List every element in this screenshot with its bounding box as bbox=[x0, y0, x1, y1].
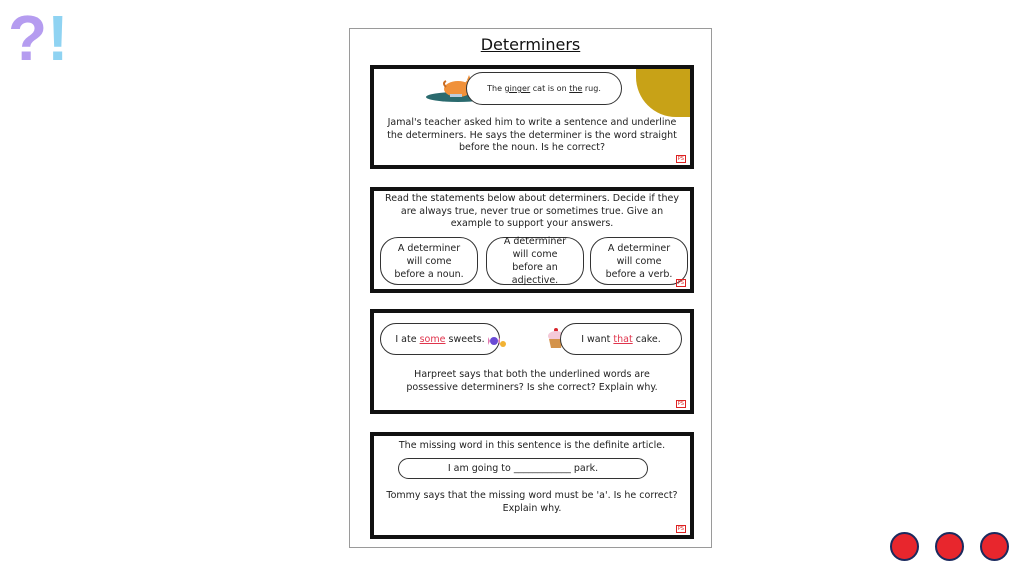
cake-part-1: I want bbox=[581, 333, 611, 345]
publisher-logo: PS bbox=[677, 401, 684, 407]
underlined-that: that bbox=[613, 333, 633, 345]
card3-question: Harpreet says that both the underlined words are possessive determiners? Is she correct? Explain why. bbox=[406, 369, 658, 393]
underlined-some: some bbox=[419, 333, 446, 345]
red-dot-icon bbox=[980, 532, 1009, 561]
underlined-ginger: ginger bbox=[504, 84, 531, 93]
cake-part-2: cake. bbox=[635, 333, 661, 345]
card1-question: Jamal's teacher asked him to write a sentence and underline the determiners. He says the determiner is the word straight before the noun. Is he correct? bbox=[387, 117, 677, 153]
sentence-cake bbox=[560, 323, 682, 355]
publisher-logo: PS bbox=[677, 156, 684, 162]
red-dot-icon bbox=[890, 532, 919, 561]
card-tommy bbox=[370, 432, 694, 539]
sentence-part-1: The bbox=[487, 84, 502, 93]
sweets-part-1: I ate bbox=[395, 333, 417, 345]
card4-question: Tommy says that the missing word must be 'a'. Is he correct? Explain why. bbox=[386, 490, 678, 514]
decorative-dots bbox=[890, 532, 1009, 561]
statement-verb: A determiner will come before a verb. bbox=[590, 237, 688, 285]
card-statements bbox=[370, 187, 694, 293]
worksheet bbox=[349, 28, 712, 548]
card-harpreet bbox=[370, 309, 694, 414]
red-dot-icon bbox=[935, 532, 964, 561]
underlined-the: the bbox=[569, 84, 583, 93]
card4-intro: The missing word in this sentence is the definite article. bbox=[398, 440, 666, 451]
question-mark: ? bbox=[8, 2, 48, 74]
sentence-part-3: rug. bbox=[584, 84, 601, 93]
statement-adjective: A determiner will come before an adjective. bbox=[486, 237, 584, 285]
statement-noun: A determiner will come before a noun. bbox=[380, 237, 478, 285]
question-exclaim-mark bbox=[8, 2, 69, 74]
exclamation-mark: ! bbox=[47, 2, 69, 74]
publisher-logo: PS bbox=[677, 526, 684, 532]
sweets-icon bbox=[486, 333, 508, 349]
card-jamal bbox=[370, 65, 694, 169]
sweets-part-2: sweets. bbox=[448, 333, 485, 345]
missing-word-sentence: I am going to ____________ park. bbox=[398, 458, 648, 479]
sentence-part-2: cat is on bbox=[532, 84, 567, 93]
sentence-sweets bbox=[380, 323, 500, 355]
gold-corner-decoration bbox=[636, 69, 690, 117]
sentence-bubble bbox=[466, 72, 622, 105]
publisher-logo: PS bbox=[677, 280, 684, 286]
card2-instructions: Read the statements below about determiners. Decide if they are always true, never true or sometimes true. Give an example to support your answers. bbox=[385, 193, 679, 229]
worksheet-title: Determiners bbox=[480, 35, 581, 54]
